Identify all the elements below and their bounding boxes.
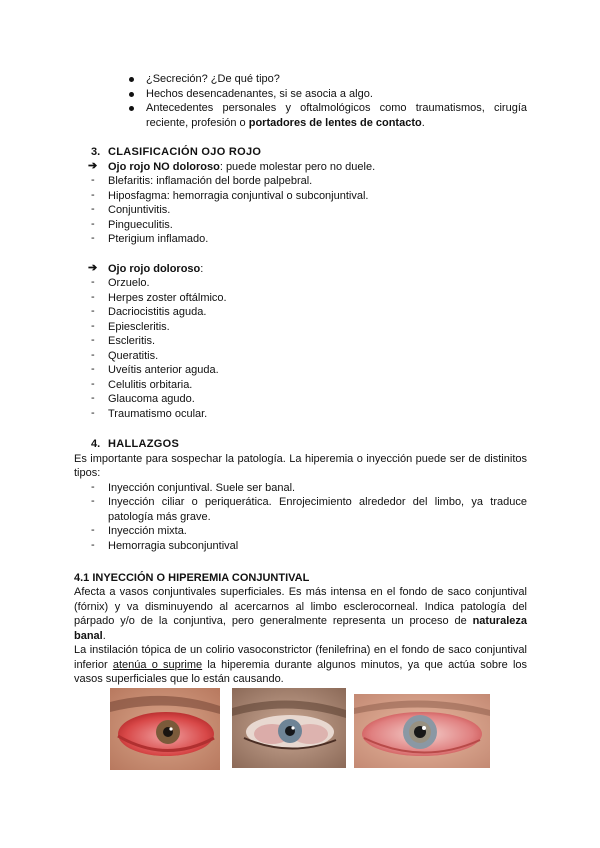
list-item: Celulitis orbitaria.	[108, 379, 193, 391]
list-item: Orzuelo.	[108, 277, 150, 289]
list-item-continuation: patología más grave.	[108, 511, 211, 523]
dash-marker: -	[91, 276, 95, 288]
dash-marker: -	[91, 407, 95, 419]
eye-photo-2	[232, 688, 346, 768]
section4-intro-line2: tipos:	[74, 467, 101, 479]
list-item: Hemorragia subconjuntival	[108, 540, 239, 552]
list-item: Pterigium inflamado.	[108, 233, 209, 245]
antecedentes-bold: portadores de lentes de contacto	[248, 117, 422, 129]
section41-title: 4.1 INYECCIÓN O HIPEREMIA CONJUNTIVAL	[74, 572, 310, 584]
section41-p1-line4	[74, 629, 106, 643]
dash-marker: -	[91, 481, 95, 493]
bullet-dot	[129, 106, 134, 111]
list-item: Uveítis anterior aguda.	[108, 364, 219, 376]
no-doloroso-rest: : puede molestar pero no duele.	[219, 161, 376, 173]
section41-p2-line1: La instilación tópica de un colirio vasoconstrictor (fenilefrina) en el fondo de saco conjuntival	[74, 644, 527, 656]
list-item: Hiposfagma: hemorragia conjuntival o subconjuntival.	[108, 190, 369, 202]
dash-marker: -	[91, 378, 95, 390]
doloroso-heading	[108, 262, 203, 276]
dash-marker: -	[91, 305, 95, 317]
dash-marker: -	[91, 524, 95, 536]
list-item: Glaucoma agudo.	[108, 393, 195, 405]
section41-p1-line2: (fórnix) y va disminuyendo al acercarnos al limbo esclerocorneal. Indica patología del	[74, 601, 527, 613]
dash-marker: -	[91, 334, 95, 346]
section3-title: CLASIFICACIÓN OJO ROJO	[108, 146, 262, 158]
section41-p2-line3: vasos superficiales que lo están causando.	[74, 673, 284, 685]
dash-marker: -	[91, 320, 95, 332]
list-item: Epiescleritis.	[108, 321, 170, 333]
doloroso-rest: :	[200, 263, 204, 275]
dash-marker: -	[91, 363, 95, 375]
dash-marker: -	[91, 392, 95, 404]
antecedentes-text: reciente, profesión o	[146, 117, 249, 129]
dash-marker: -	[91, 174, 95, 186]
bullet-antecedentes-line2	[146, 116, 425, 130]
section41-p1-line3	[74, 614, 527, 628]
list-item: Escleritis.	[108, 335, 156, 347]
list-item: Dacriocistitis aguda.	[108, 306, 207, 318]
section41-p1-line1: Afecta a vasos conjuntivales superficiales. Es más intensa en el fondo de saco conjuntival	[74, 586, 527, 598]
bullet-dot	[129, 92, 134, 97]
bullet-hechos: Hechos desencadenantes, si se asocia a algo.	[146, 88, 373, 100]
list-item: Inyección mixta.	[108, 525, 187, 537]
bullet-secrecion: ¿Secreción? ¿De qué tipo?	[146, 73, 280, 85]
dash-marker: -	[91, 539, 95, 551]
dash-marker: -	[91, 218, 95, 230]
list-item: Pingueculitis.	[108, 219, 173, 231]
dash-marker: -	[91, 291, 95, 303]
p2-l2-text-post: la hiperemia durante algunos minutos, ya que actúa sobre los	[202, 659, 528, 671]
dash-marker: -	[91, 189, 95, 201]
p1-l3-bold: naturaleza	[472, 615, 527, 627]
eye-photo-3	[354, 694, 490, 768]
dash-marker: -	[91, 232, 95, 244]
list-item: Blefaritis: inflamación del borde palpebral.	[108, 175, 313, 187]
bullet-dot	[129, 77, 134, 82]
section4-title: HALLAZGOS	[108, 438, 180, 450]
p1-l4-bold: banal	[74, 630, 103, 642]
no-doloroso-bold: Ojo rojo NO doloroso	[108, 161, 220, 173]
section41-p2-line2	[74, 658, 527, 672]
arrow-icon: ➔	[88, 160, 98, 172]
dash-marker: -	[91, 495, 95, 507]
section3-number: 3.	[91, 146, 101, 158]
dash-marker: -	[91, 203, 95, 215]
p2-l2-underlined: atenúa o suprime	[112, 659, 203, 671]
list-item: Herpes zoster oftálmico.	[108, 292, 227, 304]
antecedentes-period: .	[421, 117, 425, 129]
list-item: Inyección ciliar o periquerática. Enrojecimiento alrededor del limbo, ya traduce	[108, 496, 527, 508]
section4-intro-line1: Es importante para sospechar la patología. La hiperemia o inyección puede ser de distinitos	[74, 453, 527, 465]
p1-l4-period: .	[102, 630, 106, 642]
dash-marker: -	[91, 349, 95, 361]
doloroso-bold: Ojo rojo doloroso	[108, 263, 201, 275]
arrow-icon: ➔	[88, 262, 98, 274]
list-item: Inyección conjuntival. Suele ser banal.	[108, 482, 296, 494]
list-item: Conjuntivitis.	[108, 204, 171, 216]
p1-l3-text: párpado y/o de la conjuntiva, pero generalmente representa un proceso de	[74, 615, 473, 627]
list-item: Queratitis.	[108, 350, 159, 362]
p2-l2-text: inferior	[74, 659, 113, 671]
bullet-antecedentes-line1: Antecedentes personales y oftalmológicos como traumatismos, cirugía	[146, 102, 527, 114]
list-item: Traumatismo ocular.	[108, 408, 208, 420]
section4-number: 4.	[91, 438, 101, 450]
no-doloroso-heading	[108, 160, 375, 174]
eye-photo-1	[110, 688, 220, 770]
